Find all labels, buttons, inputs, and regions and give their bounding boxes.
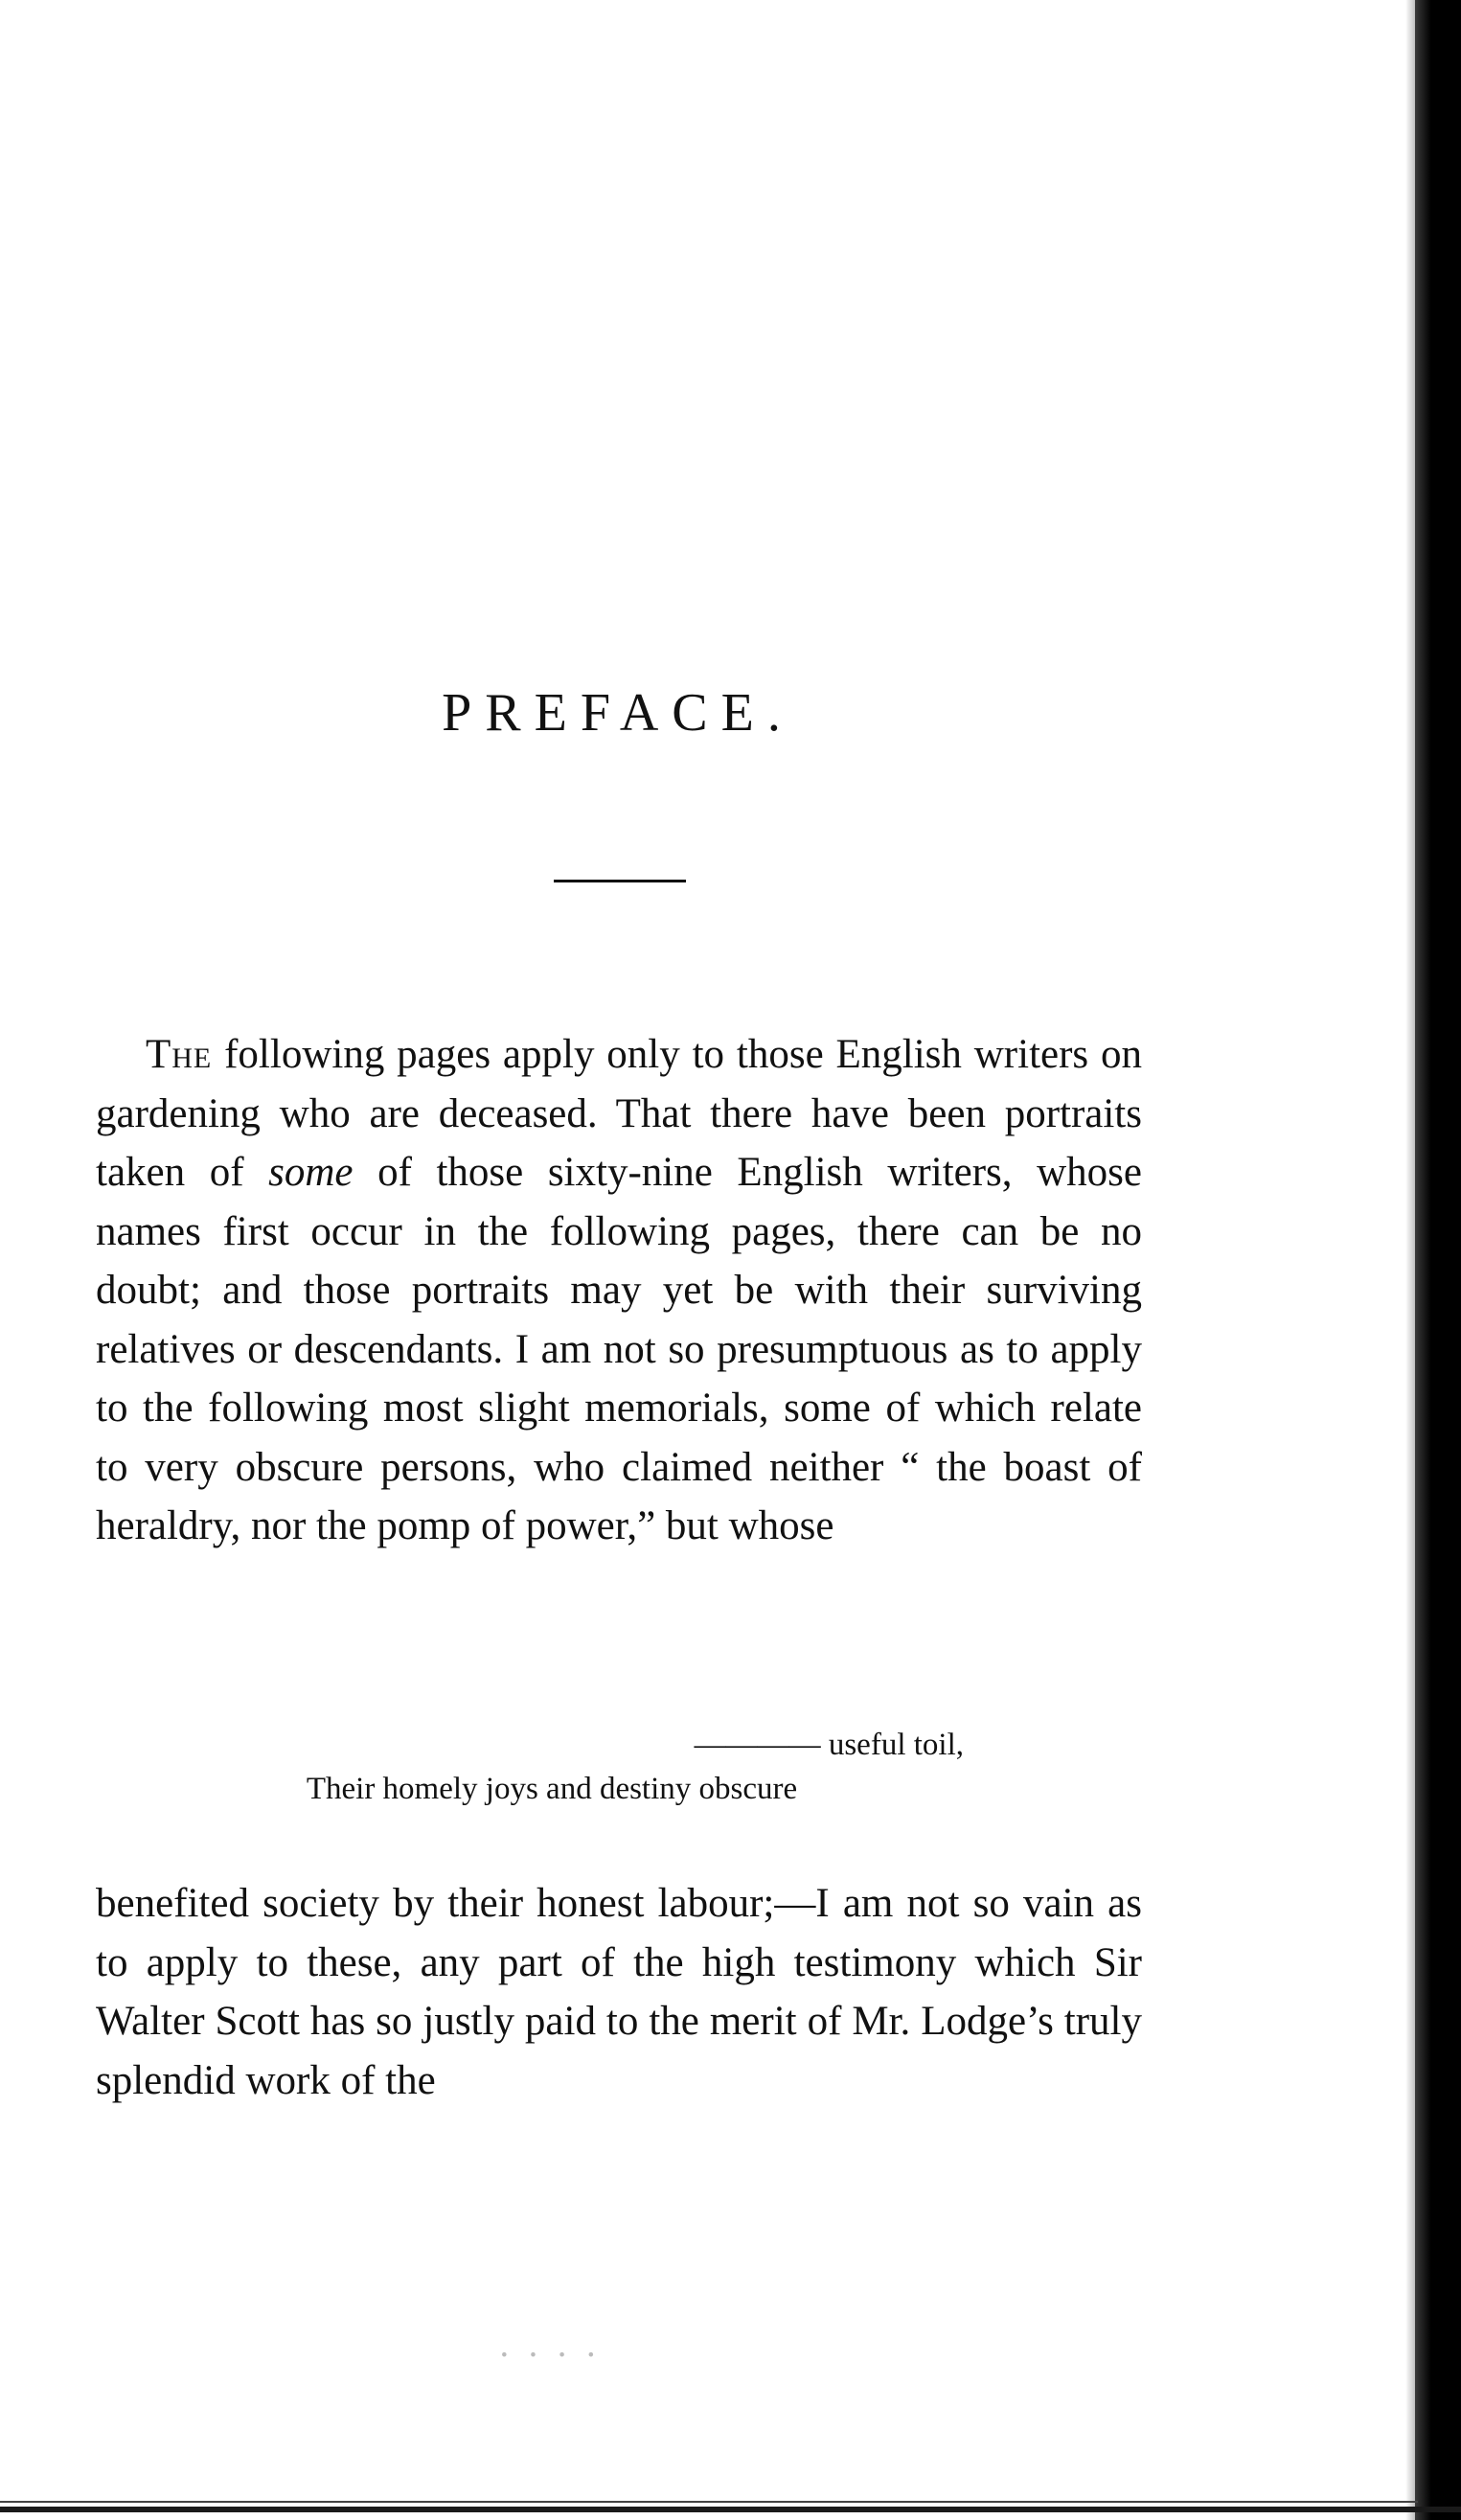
emphasis-word: some [268,1150,354,1195]
paragraph-1-text-b: of those sixty-nine English writers, whose names first occur in the following pages, there can be no doubt; and those portraits may yet be with their surviving relatives or descendants. I am not so presumptuous as to apply to the following most slight memorials, some of which relate to very obscure persons, who claimed neither “ the boast of heraldry, nor the pomp of power,” but whose [96,1150,1142,1548]
bottom-rule-thin [0,2501,1418,2503]
verse-quotation [96,1723,1142,1811]
quote-line-2: Their homely joys and destiny obscure [306,1772,798,1806]
binding-edge [1415,0,1461,2520]
paragraph-1 [96,1025,1142,1556]
quote-line-1: ———— useful toil, [694,1728,964,1762]
title-divider [554,880,686,882]
binding-shadow [1405,0,1415,2520]
paragraph-1-text-a: following pages apply only to those English writers on gardening who are deceased. That there have been portraits taken of [96,1032,1142,1195]
faint-library-stamp: · · · · [498,2335,602,2375]
lead-word: The [146,1032,213,1077]
bottom-rule [0,2507,1461,2512]
paragraph-2: benefited society by their honest labour;—I am not so vain as to apply to these, any part of the high testimony which Sir Walter Scott has so justly paid to the merit of Mr. Lodge’s truly splendid work of the [96,1881,1142,2103]
page-title: PREFACE. [442,683,794,743]
